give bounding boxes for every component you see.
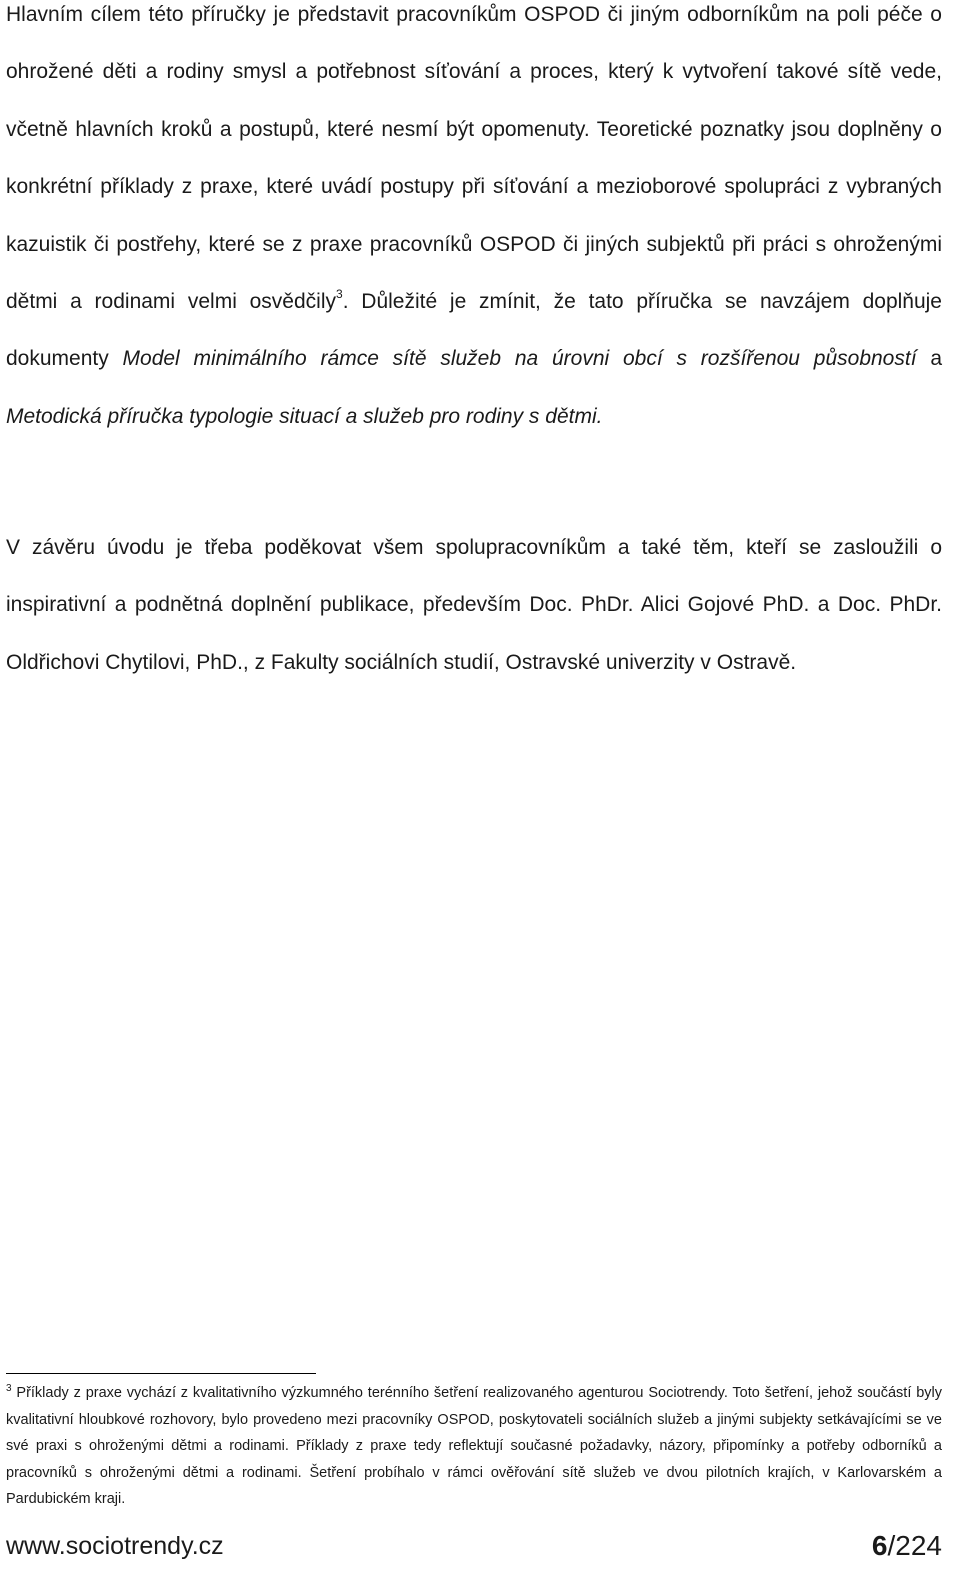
footnote-text: Příklady z praxe vychází z kvalitativního výzkumného terénního šetření realizovaného agenturou Sociotrendy. Toto šetření, jehož součástí byly kvalitativní hloubkové rozhovory, bylo provedeno mezi pracovníky OSPOD, poskytovateli sociálních služeb a jinými subjekty setkávajícími se ve své praxi s ohroženými dětmi a rodinami. Příklady z praxe tedy reflektují současné požadavky, názory, připomínky a potřeby odborníků a pracovníků s ohroženými dětmi a rodinami. Šetření probíhalo v rámci ověřování sítě služeb ve dvou pilotních krajích, v Karlovarském a Pardubickém kraji. [6,1385,942,1508]
footnote-reference[interactable]: 3 [336,287,343,302]
footnote [6,1380,942,1513]
footnote-marker: 3 [6,1383,12,1394]
current-page-number: 6 [871,1530,888,1561]
intro-text: Hlavním cílem této příručky je představit pracovníkům OSPOD či jiným odborníkům na poli péče o ohrožené děti a rodiny smysl a potřebnost síťování a proces, který k vytvoření takové sítě vede, včetně hlavních kroků a postupů, které nesmí být opomenuty. Teoretické poznatky jsou doplněny o konkrétní příklady z praxe, které uvádí postupy při síťování a mezioborové spolupráci z vybraných kazuistik či postřehy, které se z praxe pracovníků OSPOD či jiných subjektů při práci s ohroženými dětmi a rodinami velmi osvědčily [6,3,942,314]
total-pages: 224 [895,1530,942,1561]
document-title-model: Model minimálního rámce sítě služeb na úrovni obcí s rozšířenou působností [122,347,917,371]
page-separator: / [887,1530,896,1561]
document-title-methodology: Metodická příručka typologie situací a služeb pro rodiny s dětmi. [6,404,603,428]
conjunction-text: a [916,347,943,371]
acknowledgement-paragraph: V závěru úvodu je třeba poděkovat všem spolupracovníkům a také těm, kteří se zasloužili o inspirativní a podnětná doplnění publikace, především Doc. PhDr. Alici Gojové PhD. a Doc. PhDr. Oldřichovi Chytilovi, PhD., z Fakulty sociálních studií, Ostravské univerzity v Ostravě. [6,536,942,674]
website-link[interactable]: www.sociotrendy.cz [6,1532,224,1560]
footnote-divider [6,1373,316,1374]
intro-paragraph [6,0,942,445]
page-footer [6,1530,942,1570]
page-number [872,1530,942,1562]
intro-text-continued: . Důležité je zmínit, že tato příručka se navzájem doplňuje dokumenty [6,290,942,371]
